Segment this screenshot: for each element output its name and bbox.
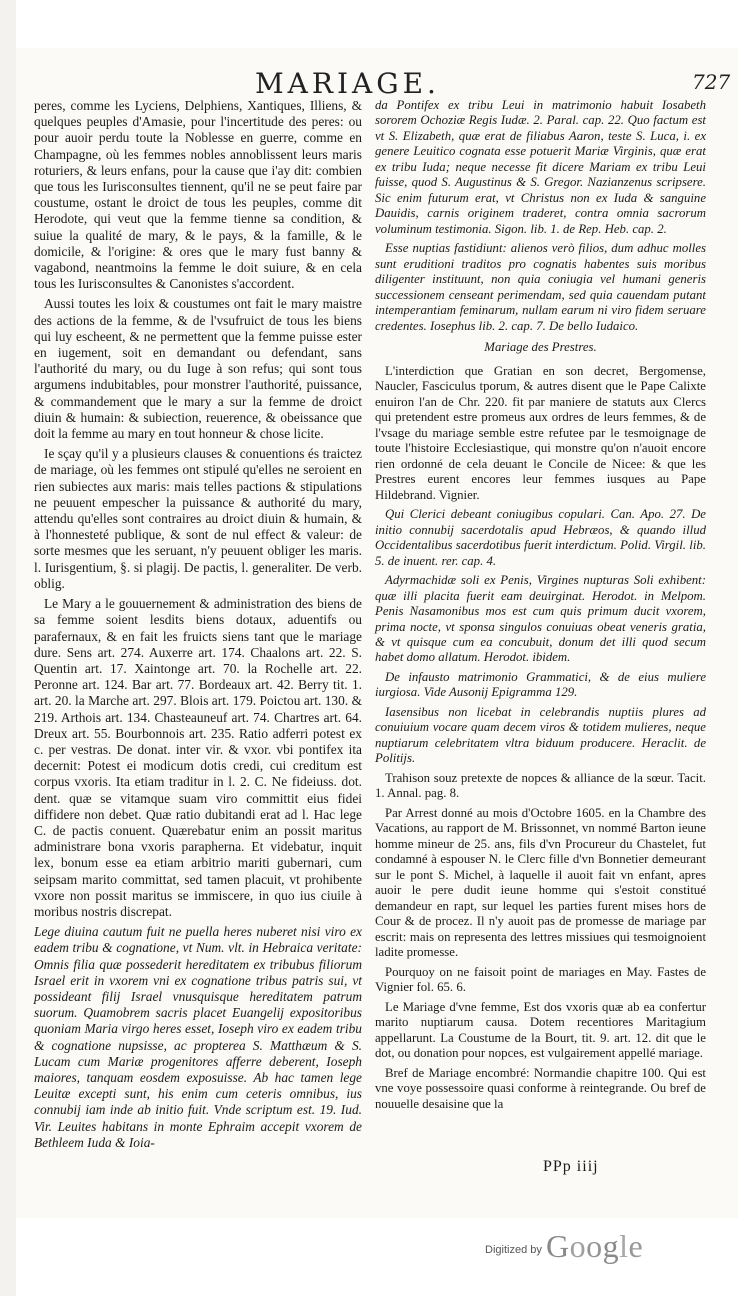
left-paragraph: peres, comme les Lyciens, Delphiens, Xantiques, Illiens, & quelques peuples d'Amasie, pour l'incertitude des peres: ou pour auoir perdu toute la Noblesse en guerre, comme en Champagne, où les femmes nobles annoblissent leurs maris roturiers, & leurs enfans, pour la cause que i'ay dit: combien que tous les Iurisconsultes tiennent, qu'il ne se peut faire par coustume, ostant le droict de tous les peuples, comme dit Herodote, qui veut que la femme tienne sa condition, & suiue la qualité de mary, & le pays, & la famille, & le domicile, & l'origine: & ores que le mary fust banny & vagabond, neantmoins la femme le doit suiure, & en cela tous les Iurisconsultes & Canonistes s'accordent. bbox=[34, 98, 362, 292]
right-column bbox=[375, 98, 706, 1116]
right-paragraph: Pourquoy on ne faisoit point de mariages en May. Fastes de Vignier fol. 65. 6. bbox=[375, 964, 706, 995]
right-paragraph: Iasensibus non licebat in celebrandis nuptiis plures ad conuiuium vocare quam decem viros & totidem mulieres, neque nuptiarum celebritatem vltra biduum producere. Heraclit. de Politijs. bbox=[375, 704, 706, 766]
right-paragraph: Mariage des Prestres. bbox=[484, 340, 597, 355]
left-paragraph: Aussi toutes les loix & coustumes ont fait le mary maistre des actions de la femme, & de l'vsufruict de tous les biens qui luy escheent, & ne permettent que la femme puisse ester en iugement, soit en demandant ou defendant, sans l'authorité du mary, ou du Iuge à son refus; qui sont tous argumens indubitables, pour monstrer l'authorité, puissance, & commandement que le mary a sur la femme de droict diuin & humain: & subiection, reuerence, & obeissance que doit la femme au mary en tout honneur & chose licite. bbox=[34, 296, 362, 442]
right-paragraph: Par Arrest donné au mois d'Octobre 1605. en la Chambre des Vacations, au rapport de M. Brissonnet, vn nommé Barton ieune homme mineur de 25. ans, fils d'vn Procureur du Chastelet, fut condamné à espouser N. le Clerc fille d'vn Bonnetier demeurant sur le pont S. Michel, à laquelle il auoit fait vn enfant, apres auoir le pere dudit ieune homme qui s'estoit constitué demandeur en rapt, sur lequel les parties furent mises hors de Cour & de procez. Il n'y auoit pas de promesse de mariage par escrit: mais on representa des lettres missiues qui tesmoignoient ladite promesse. bbox=[375, 805, 706, 960]
right-paragraph: Esse nuptias fastidiunt: alienos verò filios, dum adhuc molles sunt eruditioni traditos pro cognatis habentes suis moribus diligenter instituunt, non quia coniugia vel humani generis successionem censeant perimendam, sed quia cauendam putant intemperantiam feminarum, nullam earum ni viro fidem seruare credentes. Iosephus lib. 2. cap. 7. De bello Iudaico. bbox=[375, 241, 706, 333]
google-logo: Google bbox=[546, 1228, 644, 1264]
right-paragraph: Qui Clerici debeant coniugibus copulari. Can. Apo. 27. De initio connubij sacerdotalis apud Hebræos, & quando illud Occidentalibus sacerdotibus fuerit interdictum. Polid. Virgil. lib. 5. de inuent. rer. cap. 4. bbox=[375, 507, 706, 568]
page-edge bbox=[0, 0, 16, 1296]
right-paragraph: L'interdiction que Gratian en son decret, Bergomense, Naucler, Fasciculus tporum, & autres disent que le Pape Calixte enuiron l'an de Chr. 220. fit par maniere de statuts aux Clercs qui pretendent estre promeus aux ordres de leurs femmes, & de l'vsage du mariage semble estre refutee par le tesmoignage de toute l'histoire Ecclesiastique, qui monstre qu'on n'auoit encore rien ordonné de cela deuant le Concile de Nicee: & que les Prestres eurent encores leur femmes iusques au Pape Hildebrand. Vignier. bbox=[375, 363, 706, 502]
running-head: MARIAGE. bbox=[255, 67, 440, 100]
right-paragraph: Adyrmachidæ soli ex Penis, Virgines nupturas Soli exhibent: quæ illi placita fuerit eam deuirginat. Herodot. in Melpom. Penis Nasamonibus mos est cum quis primum ducit vxorem, prima nocte, vt sponsa singulos conuiuas obeat veneris gratia, & vt quisque cum ea concubuit, donum det illi quod secum habet domo allatum. Herodot. ibidem. bbox=[375, 573, 706, 665]
right-paragraph: Bref de Mariage encombré: Normandie chapitre 100. Qui est vne voye possessoire quasi conforme à reintegrande. Ou bref de nouuelle desaisine que la bbox=[375, 1065, 706, 1111]
left-paragraph: Le Mary a le gouuernement & administration des biens de sa femme soient lesdits biens dotaux, aduentifs ou parafernaux, & en fait les fruicts siens tant que le mariage dure. Sens art. 274. Auxerre art. 174. Chaalons art. 22. S. Quentin art. 17. Xaintonge art. 70. la Rochelle art. 22. Peronne art. 124. Bar art. 77. Bordeaux art. 42. Berry tit. 1. art. 20. la Marche art. 297. Blois art. 179. Poictou art. 130. & 219. Arthois art. 134. Chasteauneuf art. 74. Chartres art. 64. Dreux art. 55. Bourbonnois art. 235. Ratio adferri potest ex c. per vestras. De donat. inter vir. & vxor. vbi pontifex ita decernit: Potest ei modicum dotis credi, cui creditum est corpus vxoris. Ita etiam traditur in l. 2. C. Ne fideiuss. dot. dent. quæ se vitamque suam viro committit eius fidei diffidere non debet. Quæ ratio dubitandi erat ad l. Hac lege C. de pactis conuent. Quærebatur enim an possit maritus administrare bona vxoris parapherna. Et videbatur, inquit lex, bonum esse ea etiam arbitrio mariti gubernari, cum seipsam marito committat, sed tamen placuit, vt prohibente vxore non possit maritus se immiscere, in quo ius ciuile à moribus nostris discrepat. bbox=[34, 596, 362, 919]
right-paragraph: De infausto matrimonio Grammatici, & de eius muliere iurgiosa. Vide Ausonij Epigramma 129. bbox=[375, 669, 706, 700]
left-paragraph: Ie sçay qu'il y a plusieurs clauses & conuentions és traictez de mariage, où les femmes ont stipulé qu'elles ne seroient en rien subiectes aux maris: mais telles pactions & stipulations ne peuuent empescher la puissance & authorité du mary, attendu qu'elles sont contraires au droict diuin & humain, & à l'honnesteté publique, & sont de nul effect & valeur: de sorte mesmes que les seruant, n'y peuuent obliger les maris. l. Iurisgentium, §. si plagij. De pactis, l. generaliter. De verb. oblig. bbox=[34, 446, 362, 591]
left-paragraph: Lege diuina cautum fuit ne puella heres nuberet nisi viro ex eadem tribu & cognatione, vt Num. vlt. in Hebraica veritate: Omnis filia quæ possederit hereditatem ex tribubus filiorum Israel erit in vxorem vni ex cognatione tribus patris sui, vt possideant filij Israel vnusquisque hereditatem patrum suorum. Quamobrem sacris placet Euangelij expositoribus quoniam Maria virgo heres esset, Ioseph viro ex eadem tribu & cognatione nupsisse, ac propterea S. Matthæum & S. Lucam cum Mariæ progenitores afferre deberent, Ioseph maiores, tanquam eosdem exposuisse. Ab hac tamen lege Leuitæ excepti sunt, his enim cum ceteris omnibus, ius connubij iam inde ab initio fuit. Vnde scriptum est. 19. Iud. Vir. Leuites habitans in monte Ephraim accepit vxorem de Bethleem Iuda & Ioia- bbox=[34, 924, 362, 1150]
right-paragraph: da Pontifex ex tribu Leui in matrimonio habuit Iosabeth sororem Ochoziæ Regis Iudæ. 2. Paral. cap. 22. Quo factum est vt S. Elizabeth, quæ erat de filiabus Aaron, teste S. Luca, i. ex genere Leuitico cognata esse potuerit Mariæ Virginis, quæ erat ex tribu Iuda; neque necesse fit dicere Mariam ex tribu Leui fuisse, quod S. Augustinus & S. Gregor. Nazianzenus scripsere. Sic enim futurum erat, vt Christus non ex Iuda & sanguine Dauidis, carnis originem traderet, contra omnia sacrorum voluminum testimonia. Sigon. lib. 1. de Rep. Heb. cap. 2. bbox=[375, 98, 706, 236]
page-number: 727 bbox=[692, 70, 731, 94]
signature-mark: PPp iiij bbox=[543, 1158, 599, 1175]
left-column bbox=[34, 98, 362, 1155]
right-paragraph: Le Mariage d'vne femme, Est dos vxoris quæ ab ea confertur marito nuptiarum causa. Dotem recentiores Maritagium appellarunt. La Coustume de la Bourt, tit. 9. art. 12. dit que le dot, ou donation pour nopces, est vulgairement appellé mariage. bbox=[375, 999, 706, 1061]
digitized-by-label: Digitized by bbox=[485, 1244, 542, 1256]
right-paragraph: Trahison souz pretexte de nopces & alliance de la sœur. Tacit. 1. Annal. pag. 8. bbox=[375, 770, 706, 801]
